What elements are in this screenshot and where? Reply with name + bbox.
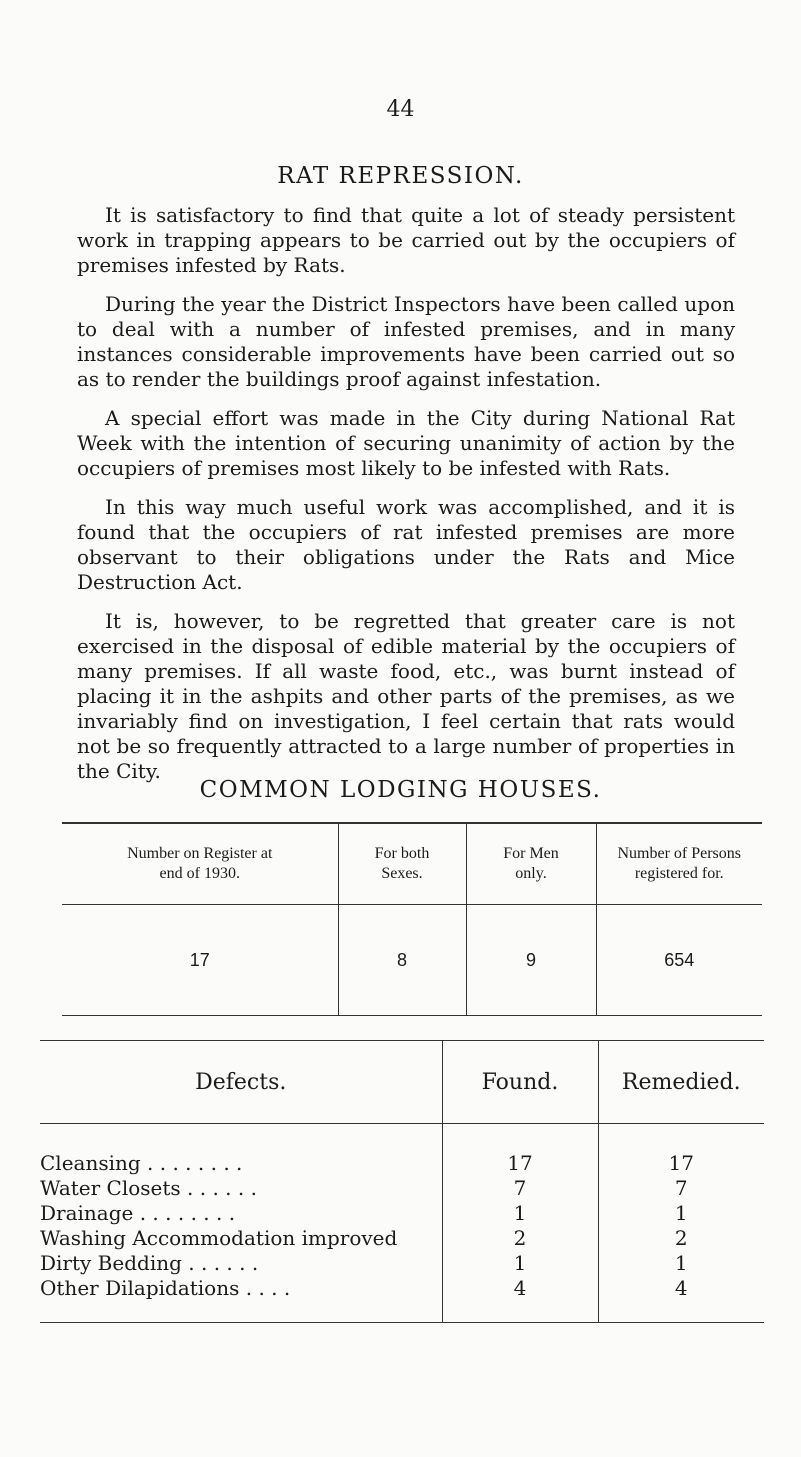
header-remedied: Remedied.: [598, 1041, 764, 1124]
paragraph: It is satisfactory to find that quite a lot of steady persistent work in trapping appears to be carried out by the occupiers of premises infested by Rats.: [77, 203, 735, 277]
defect-remedied: 4: [598, 1275, 764, 1323]
defect-found: 4: [442, 1275, 598, 1323]
defect-found: 17: [442, 1124, 598, 1176]
table-header-row: [40, 1041, 764, 1124]
defect-remedied: 17: [598, 1124, 764, 1176]
header-both-line2: Sexes.: [381, 865, 423, 882]
defect-remedied: 7: [598, 1175, 764, 1200]
section-title-rat-repression: RAT REPRESSION.: [277, 163, 524, 189]
section-title-common-lodging-houses: COMMON LODGING HOUSES.: [199, 777, 602, 803]
page-number: 44: [386, 97, 415, 122]
table-row: [40, 1175, 764, 1200]
value-persons: 654: [596, 905, 762, 1016]
header-persons-line2: registered for.: [634, 865, 724, 882]
table-row: [40, 1225, 764, 1250]
paragraph: During the year the District Inspectors have been called upon to deal with a number of infested premises, and in many instances considerable improvements have been carried out so as to render the buildings proof against infestation.: [77, 292, 735, 391]
table-row: [40, 1200, 764, 1225]
table-row: [40, 1124, 764, 1176]
defect-found: 1: [442, 1200, 598, 1225]
defect-remedied: 1: [598, 1250, 764, 1275]
header-found: Found.: [442, 1041, 598, 1124]
paragraph: A special effort was made in the City during National Rat Week with the intention of securing unanimity of action by the occupiers of premises most likely to be infested with Rats.: [77, 406, 735, 480]
defect-label: Washing Accommodation improved: [40, 1225, 398, 1250]
header-register: [62, 823, 338, 905]
paragraph: In this way much useful work was accomplished, and it is found that the occupiers of rat infested premises are more observant to their obligations under the Rats and Mice Destruction Act.: [77, 495, 735, 594]
table-header-row: [62, 823, 762, 905]
value-both-sexes: 8: [338, 905, 466, 1016]
header-men-line2: only.: [515, 865, 547, 882]
defect-label: Drainage . . . . . . . .: [40, 1200, 236, 1225]
defect-label: Other Dilapidations . . . .: [40, 1275, 291, 1300]
header-register-line2: end of 1930.: [159, 865, 240, 882]
header-defects: Defects.: [195, 1069, 287, 1095]
defect-label: Water Closets . . . . . .: [40, 1175, 257, 1200]
value-register: 17: [189, 949, 210, 970]
defect-found: 1: [442, 1250, 598, 1275]
rat-repression-body: [77, 203, 735, 798]
header-men-line1: For Men: [503, 845, 559, 862]
defect-label: Cleansing . . . . . . . .: [40, 1150, 243, 1175]
table-row: [40, 1250, 764, 1275]
defect-label: Dirty Bedding . . . . . .: [40, 1250, 259, 1275]
header-register-line1: Number on Register at: [127, 845, 273, 862]
lodging-houses-table: [62, 822, 762, 1016]
header-persons: [596, 823, 762, 905]
value-men-only: 9: [466, 905, 596, 1016]
paragraph: It is, however, to be regretted that greater care is not exercised in the disposal of edible material by the occupiers of many premises. If all waste food, etc., was burnt instead of placing it in the ashpits and other parts of the premises, as we invariably find on investigation, I feel certain that rats would not be so frequently attracted to a large number of properties in the City.: [77, 609, 735, 783]
table-row: [62, 905, 762, 1016]
defect-found: 7: [442, 1175, 598, 1200]
header-both-sexes: [338, 823, 466, 905]
defects-table: [40, 1040, 764, 1323]
header-both-line1: For both: [374, 845, 430, 862]
header-men-only: [466, 823, 596, 905]
header-persons-line1: Number of Persons: [617, 845, 742, 862]
defect-remedied: 2: [598, 1225, 764, 1250]
table-row: [40, 1275, 764, 1323]
defect-found: 2: [442, 1225, 598, 1250]
defect-remedied: 1: [598, 1200, 764, 1225]
